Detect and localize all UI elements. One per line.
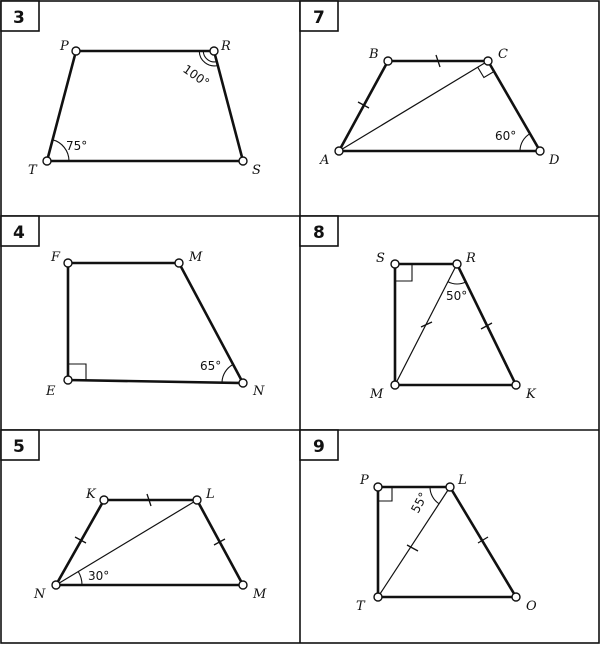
label-T: T: [28, 163, 37, 178]
label-A: A: [320, 153, 330, 168]
label-N: N: [253, 384, 265, 399]
vertex-D: [536, 147, 544, 155]
vertex-L: [193, 496, 201, 504]
label-S: S: [376, 251, 385, 266]
label-P: P: [60, 39, 69, 54]
vertex-M: [391, 381, 399, 389]
problem-7: [300, 1, 560, 168]
label-R: R: [221, 39, 231, 54]
label-F: F: [51, 250, 61, 265]
label-K: K: [86, 487, 96, 502]
angle-arc-R: [448, 282, 466, 284]
angle-arc-D: [520, 134, 530, 151]
angle-label-N: 30°: [88, 569, 110, 583]
problem-9: [300, 430, 537, 614]
vertex-P: [374, 483, 382, 491]
diagonal-NL: [56, 500, 197, 585]
vertex-F: [64, 259, 72, 267]
vertex-K: [100, 496, 108, 504]
problem-number: 8: [313, 223, 325, 243]
label-M: M: [253, 587, 267, 602]
label-O: O: [526, 599, 537, 614]
vertex-T: [374, 593, 382, 601]
problem-number: 4: [13, 223, 25, 243]
label-S: S: [252, 163, 261, 178]
vertex-T: [43, 157, 51, 165]
vertex-S: [239, 157, 247, 165]
label-B: B: [369, 47, 379, 62]
vertex-O: [512, 593, 520, 601]
label-L: L: [458, 473, 467, 488]
vertex-C: [484, 57, 492, 65]
angle-label-R: 50°: [446, 289, 468, 303]
vertex-K: [512, 381, 520, 389]
problem-8: [300, 216, 537, 402]
angle-label-N: 65°: [200, 359, 222, 373]
vertex-B: [384, 57, 392, 65]
label-K: K: [526, 387, 536, 402]
vertex-P: [72, 47, 80, 55]
vertex-M: [239, 581, 247, 589]
angle-label-L: 55°: [408, 490, 431, 516]
vertex-M: [175, 259, 183, 267]
problem-number: 9: [313, 437, 325, 457]
vertex-N: [52, 581, 60, 589]
label-M: M: [370, 387, 384, 402]
problem-number: 7: [313, 8, 325, 28]
label-P: P: [360, 473, 369, 488]
angle-arc-N: [222, 365, 233, 383]
problem-number: 3: [13, 8, 25, 28]
label-C: C: [498, 47, 508, 62]
problem-4: [1, 216, 265, 399]
angle-label-D: 60°: [495, 129, 517, 143]
diagonal-AC: [339, 61, 488, 151]
vertex-E: [64, 376, 72, 384]
vertex-A: [335, 147, 343, 155]
angle-label-R: 100°: [180, 61, 212, 91]
trapezoid-PLOT: [378, 487, 516, 597]
vertex-R: [453, 260, 461, 268]
angle-arc-L: [430, 487, 439, 504]
angle-label-T: 75°: [66, 139, 88, 153]
label-L: L: [206, 487, 215, 502]
vertex-N: [239, 379, 247, 387]
problem-number: 5: [13, 437, 25, 457]
angle-arc-N: [78, 572, 82, 585]
label-N: N: [34, 587, 46, 602]
vertex-L: [446, 483, 454, 491]
label-M: M: [189, 250, 203, 265]
label-R: R: [466, 251, 476, 266]
label-T: T: [356, 599, 365, 614]
trapezoid-SRKM: [395, 264, 516, 385]
label-E: E: [46, 384, 56, 399]
vertex-R: [210, 47, 218, 55]
vertex-S: [391, 260, 399, 268]
problem-3: [1, 1, 261, 178]
label-D: D: [549, 153, 560, 168]
problem-5: [1, 430, 267, 602]
